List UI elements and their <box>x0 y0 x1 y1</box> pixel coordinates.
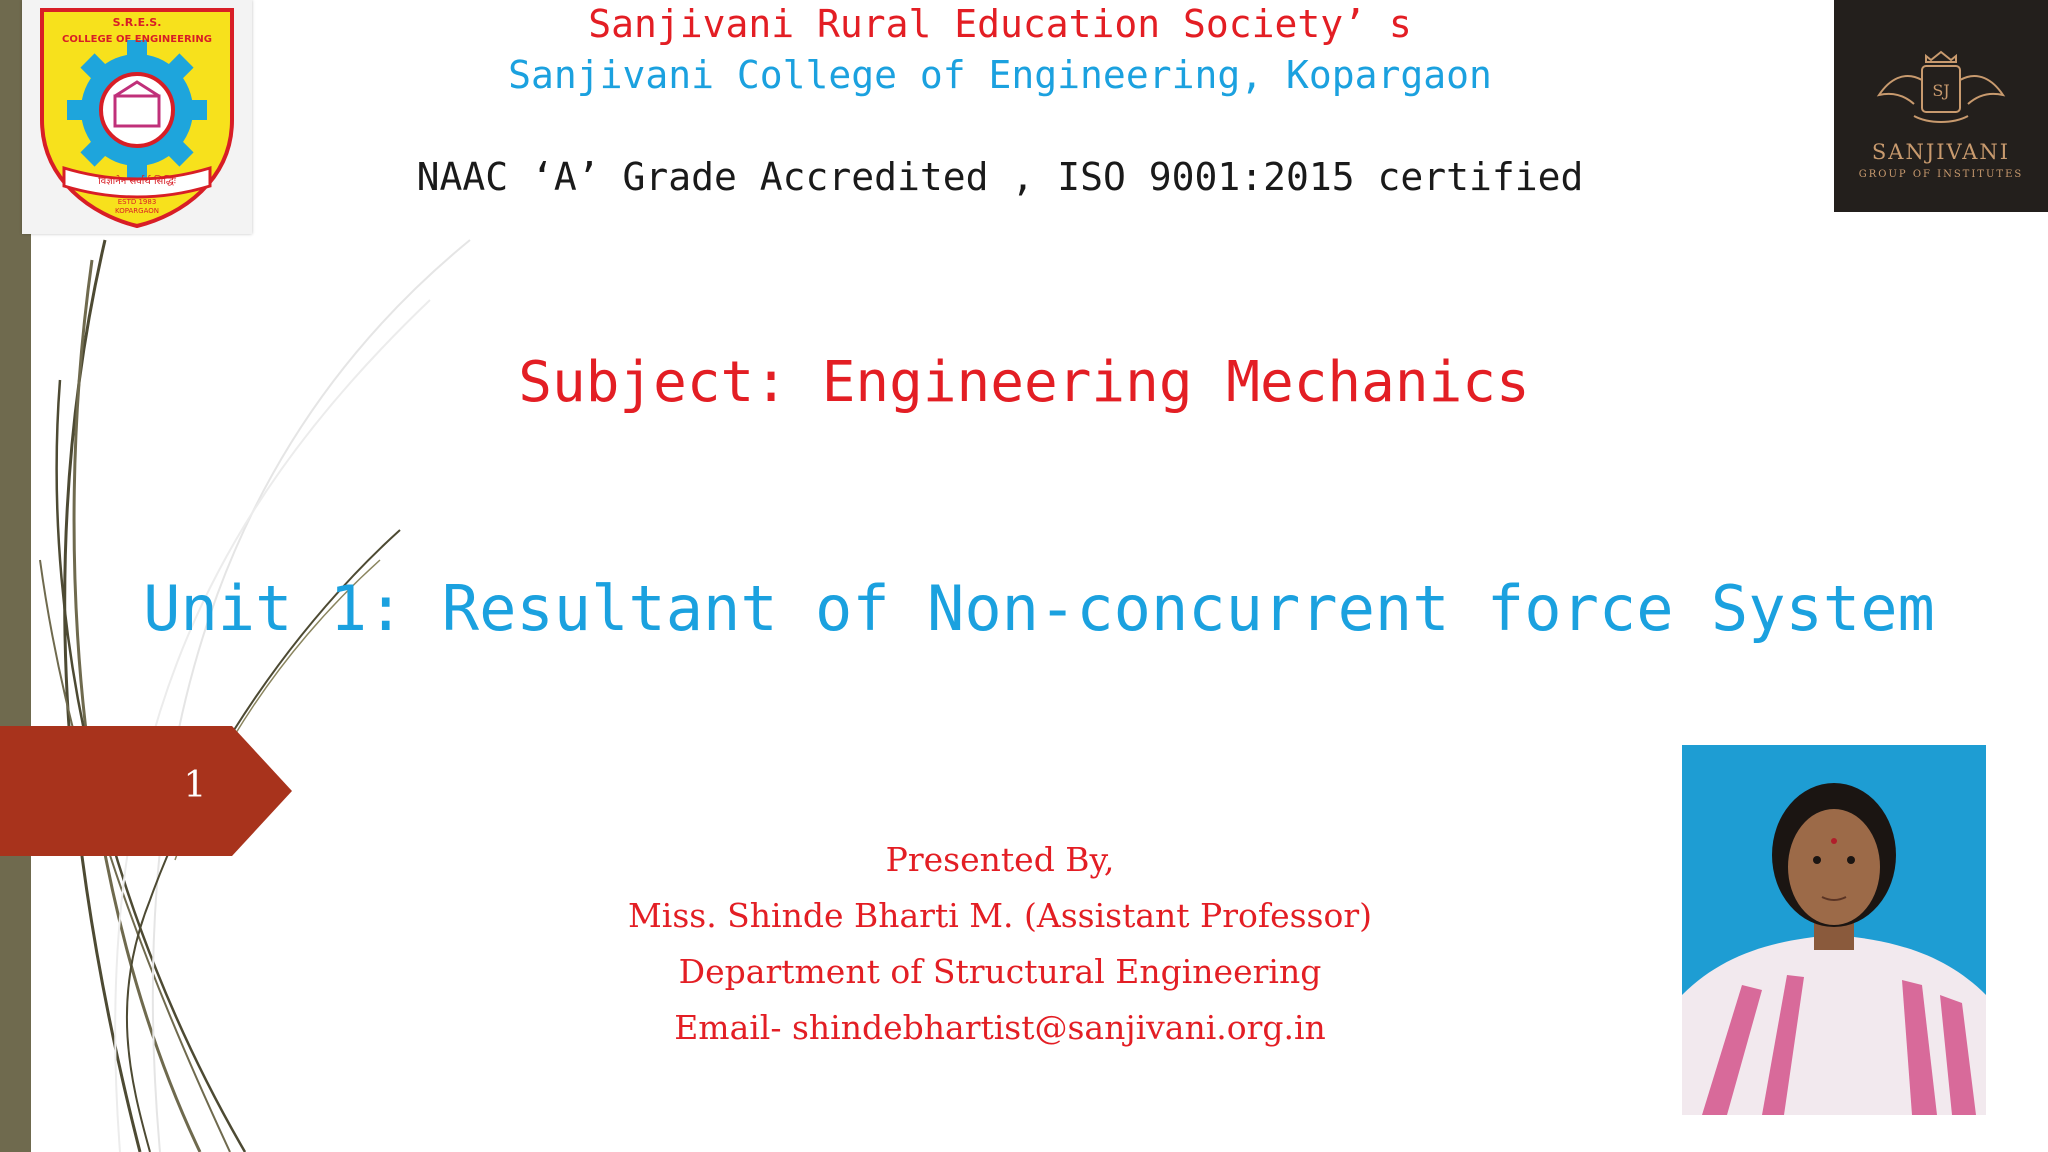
logo-arc-text: COLLEGE OF ENGINEERING <box>62 34 212 45</box>
logo-top-text: S.R.E.S. <box>112 16 162 29</box>
subject-title: Subject: Engineering Mechanics <box>518 350 1530 415</box>
logo-ribbon-text: विज्ञानेन सर्वार्थ सिद्धिः <box>98 176 176 187</box>
sanjivani-group-logo <box>1834 0 2048 212</box>
presenter-name: Miss. Shinde Bharti M. (Assistant Professor) <box>627 896 1372 935</box>
crest-icon <box>1834 0 2048 140</box>
page-number-tab <box>0 726 292 856</box>
college-emblem-icon <box>22 0 252 234</box>
presenter-photo <box>1682 745 1986 1115</box>
crest-monogram: SJ <box>1932 81 1950 100</box>
presented-by-label: Presented By, <box>885 840 1115 879</box>
logo-name: SANJIVANI <box>1871 140 2011 164</box>
header-college: Sanjivani College of Engineering, Kopargaon <box>508 53 1492 97</box>
header-society: Sanjivani Rural Education Society’ s <box>588 2 1412 46</box>
logo-estd-text: ESTD 1983 <box>117 198 157 206</box>
portrait-icon <box>1682 745 1986 1115</box>
presenter-email: Email- shindebhartist@sanjivani.org.in <box>674 1008 1326 1047</box>
logo-subtitle: GROUP OF INSTITUTES <box>1858 169 2024 180</box>
unit-title: Unit 1: Resultant of Non-concurrent force System <box>143 572 1935 645</box>
header-accreditation: NAAC ‘A’ Grade Accredited , ISO 9001:2015 certified <box>416 155 1584 199</box>
page-number: 1 <box>183 765 207 806</box>
college-logo <box>22 0 252 234</box>
presenter-department: Department of Structural Engineering <box>678 952 1322 991</box>
logo-place-text: KOPARGAON <box>115 207 159 215</box>
